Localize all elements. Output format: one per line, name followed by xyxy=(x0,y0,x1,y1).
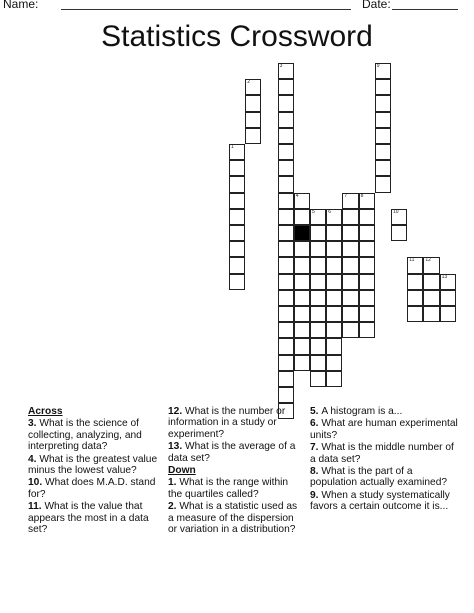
grid-cell[interactable] xyxy=(229,144,245,160)
grid-cell[interactable] xyxy=(326,371,342,387)
grid-cell[interactable] xyxy=(294,193,310,209)
grid-cell[interactable] xyxy=(278,209,294,225)
clue-number-label: 7. xyxy=(310,442,322,454)
grid-cell[interactable] xyxy=(278,290,294,306)
clue-item xyxy=(310,490,460,513)
clue-item xyxy=(310,406,460,417)
grid-cell[interactable] xyxy=(375,95,391,111)
grid-cell[interactable] xyxy=(359,241,375,257)
grid-cell[interactable] xyxy=(342,274,358,290)
grid-cell[interactable] xyxy=(229,193,245,209)
grid-cell[interactable] xyxy=(278,338,294,354)
grid-cell[interactable] xyxy=(278,306,294,322)
clue-number: 10 xyxy=(393,208,399,215)
clue-number-label: 5. xyxy=(310,406,322,417)
grid-cell[interactable] xyxy=(278,144,294,160)
grid-cell[interactable] xyxy=(326,355,342,371)
grid-cell[interactable] xyxy=(423,290,439,306)
clue-number-label: 1. xyxy=(168,477,180,489)
clue-number-label: 12. xyxy=(168,406,185,417)
clue-number: 12 xyxy=(425,257,431,264)
grid-cell[interactable] xyxy=(407,257,423,273)
grid-cell[interactable] xyxy=(294,290,310,306)
clue-text: What is the average of a data set? xyxy=(168,441,296,464)
clue-item xyxy=(310,418,460,441)
grid-cell[interactable] xyxy=(278,160,294,176)
grid-cell[interactable] xyxy=(294,257,310,273)
grid-cell[interactable] xyxy=(229,225,245,241)
grid-cell[interactable] xyxy=(342,322,358,338)
clue-number-label: 6. xyxy=(310,418,322,430)
clue-number-label: 2. xyxy=(168,501,180,513)
grid-cell[interactable] xyxy=(278,225,294,241)
grid-cell[interactable] xyxy=(359,257,375,273)
grid-cell[interactable] xyxy=(278,322,294,338)
name-label: Name: xyxy=(3,0,39,11)
clue-number-label: 8. xyxy=(310,466,322,478)
clue-item xyxy=(28,501,162,535)
clue-text: What is the range within the quartiles called? xyxy=(168,477,289,500)
grid-cell[interactable] xyxy=(294,274,310,290)
grid-cell[interactable] xyxy=(278,241,294,257)
grid-cell[interactable] xyxy=(375,63,391,79)
clue-item xyxy=(168,477,304,500)
clue-number: 7 xyxy=(344,192,348,199)
grid-cell[interactable] xyxy=(440,306,456,322)
clue-number: 13 xyxy=(441,273,448,280)
grid-cell[interactable] xyxy=(326,257,342,273)
grid-cell[interactable] xyxy=(310,306,326,322)
grid-cell[interactable] xyxy=(310,241,326,257)
grid-cell[interactable] xyxy=(278,176,294,192)
grid-cell[interactable] xyxy=(310,355,326,371)
grid-cell[interactable] xyxy=(310,274,326,290)
grid-cell[interactable] xyxy=(310,371,326,387)
grid-cell[interactable] xyxy=(229,274,245,290)
grid-cell[interactable] xyxy=(294,355,310,371)
clues-column-2 xyxy=(168,406,304,536)
grid-cell[interactable] xyxy=(342,257,358,273)
grid-cell[interactable] xyxy=(278,95,294,111)
grid-cell[interactable] xyxy=(375,112,391,128)
clue-number: 4 xyxy=(295,192,299,199)
grid-cell[interactable] xyxy=(375,128,391,144)
clue-number: 5 xyxy=(312,208,315,215)
grid-cell[interactable] xyxy=(342,225,358,241)
clue-number: 6 xyxy=(328,208,331,215)
grid-cell[interactable] xyxy=(440,290,456,306)
grid-cell[interactable] xyxy=(310,257,326,273)
grid-cell[interactable] xyxy=(229,241,245,257)
grid-cell[interactable] xyxy=(440,274,456,290)
grid-cell[interactable] xyxy=(278,257,294,273)
grid-cell[interactable] xyxy=(310,209,326,225)
grid-cell[interactable] xyxy=(375,79,391,95)
grid-cell[interactable] xyxy=(359,322,375,338)
grid-cell[interactable] xyxy=(326,338,342,354)
grid-cell[interactable] xyxy=(245,79,261,95)
clue-text: What is a statistic used as a measure of the dispersion or variation in a distribution? xyxy=(168,501,298,536)
grid-cell[interactable] xyxy=(278,371,294,387)
grid-cell[interactable] xyxy=(278,128,294,144)
grid-cell[interactable] xyxy=(294,306,310,322)
grid-cell[interactable] xyxy=(407,306,423,322)
grid-cell[interactable] xyxy=(278,79,294,95)
grid-cell[interactable] xyxy=(229,176,245,192)
clue-text: When a study systematically favors a certain outcome it is... xyxy=(310,489,450,513)
grid-cell[interactable] xyxy=(342,306,358,322)
grid-cell[interactable] xyxy=(423,306,439,322)
grid-cell[interactable] xyxy=(294,209,310,225)
clue-number-label: 10. xyxy=(28,477,45,489)
grid-cell[interactable] xyxy=(342,241,358,257)
clue-item xyxy=(28,418,162,452)
clue-number: 2 xyxy=(247,79,250,86)
down-clue-list-cont xyxy=(310,406,460,513)
across-clue-list xyxy=(28,418,162,535)
grid-cell[interactable] xyxy=(278,274,294,290)
grid-cell[interactable] xyxy=(278,355,294,371)
clues-column-1 xyxy=(28,406,162,536)
clue-text: What does M.A.D. stand for? xyxy=(28,477,156,500)
grid-cell[interactable] xyxy=(326,274,342,290)
page-title: Statistics Crossword xyxy=(101,20,373,53)
grid-cell[interactable] xyxy=(278,403,294,419)
grid-cell[interactable] xyxy=(229,209,245,225)
grid-cell[interactable] xyxy=(326,290,342,306)
grid-cell[interactable] xyxy=(245,128,261,144)
grid-cell[interactable] xyxy=(229,160,245,176)
grid-cell[interactable] xyxy=(342,193,358,209)
clues-column-3 xyxy=(310,406,460,514)
clue-item xyxy=(310,442,460,465)
down-heading: Down xyxy=(168,465,196,477)
grid-cell[interactable] xyxy=(326,209,342,225)
clue-text: What is the middle number of a data set? xyxy=(310,442,454,465)
grid-cell[interactable] xyxy=(375,176,391,192)
grid-cell[interactable] xyxy=(326,322,342,338)
clue-item xyxy=(168,501,304,535)
grid-cell[interactable] xyxy=(245,112,261,128)
clue-item xyxy=(28,477,162,500)
clue-number-label: 11. xyxy=(28,501,45,513)
grid-cell[interactable] xyxy=(278,387,294,403)
grid-cell[interactable] xyxy=(423,274,439,290)
grid-cell[interactable] xyxy=(326,241,342,257)
grid-cell[interactable] xyxy=(407,290,423,306)
clue-text: A histogram is a... xyxy=(321,406,403,417)
clue-number: 8 xyxy=(360,192,364,199)
grid-cell[interactable] xyxy=(326,306,342,322)
clue-item xyxy=(310,466,460,489)
grid-cell[interactable] xyxy=(278,63,294,79)
grid-cell[interactable] xyxy=(359,209,375,225)
grid-cell[interactable] xyxy=(278,112,294,128)
grid-cell[interactable] xyxy=(407,274,423,290)
grid-cell[interactable] xyxy=(359,193,375,209)
down-clue-list xyxy=(168,477,304,535)
grid-cell[interactable] xyxy=(326,225,342,241)
grid-cell[interactable] xyxy=(342,290,358,306)
grid-cell[interactable] xyxy=(278,193,294,209)
grid-cell[interactable] xyxy=(294,338,310,354)
clue-text: What is the part of a population actually examined? xyxy=(310,466,448,489)
date-label: Date: xyxy=(362,0,391,11)
clue-text: What is the value that appears the most in a data set? xyxy=(28,501,149,536)
across-heading: Across xyxy=(28,406,63,417)
grid-cell[interactable] xyxy=(359,225,375,241)
clue-number: 9 xyxy=(376,63,380,69)
grid-cell[interactable] xyxy=(359,274,375,290)
clue-number-label: 4. xyxy=(28,453,40,465)
grid-cell[interactable] xyxy=(375,160,391,176)
clue-number-label: 9. xyxy=(310,489,322,501)
clue-number: 1 xyxy=(231,144,234,150)
clue-number-label: 13. xyxy=(168,441,185,453)
grid-cell[interactable] xyxy=(423,257,439,273)
clue-number-label: 3. xyxy=(28,418,40,430)
grid-cell[interactable] xyxy=(310,290,326,306)
clue-text: What is the greatest value minus the lowest value? xyxy=(28,453,158,477)
grid-cell[interactable] xyxy=(310,322,326,338)
clue-number: 3 xyxy=(279,63,283,69)
grid-cell[interactable] xyxy=(342,209,358,225)
grid-cell[interactable] xyxy=(245,95,261,111)
grid-cell[interactable] xyxy=(310,338,326,354)
black-cell xyxy=(294,225,310,241)
grid-cell[interactable] xyxy=(359,290,375,306)
grid-cell[interactable] xyxy=(375,144,391,160)
clue-number: 11 xyxy=(409,257,415,264)
grid-cell[interactable] xyxy=(310,225,326,241)
clue-item xyxy=(28,454,162,477)
grid-cell[interactable] xyxy=(294,322,310,338)
clue-text: What is the science of collecting, analyzing, and interpreting data? xyxy=(28,418,142,453)
clue-text: What are human experimental units? xyxy=(310,418,458,441)
clue-text: What is the number or information in a study or experiment? xyxy=(168,406,286,440)
grid-cell[interactable] xyxy=(294,241,310,257)
grid-cell[interactable] xyxy=(391,209,407,225)
grid-cell[interactable] xyxy=(359,306,375,322)
grid-cell[interactable] xyxy=(391,225,407,241)
clue-item xyxy=(168,441,304,464)
grid-cell[interactable] xyxy=(229,257,245,273)
